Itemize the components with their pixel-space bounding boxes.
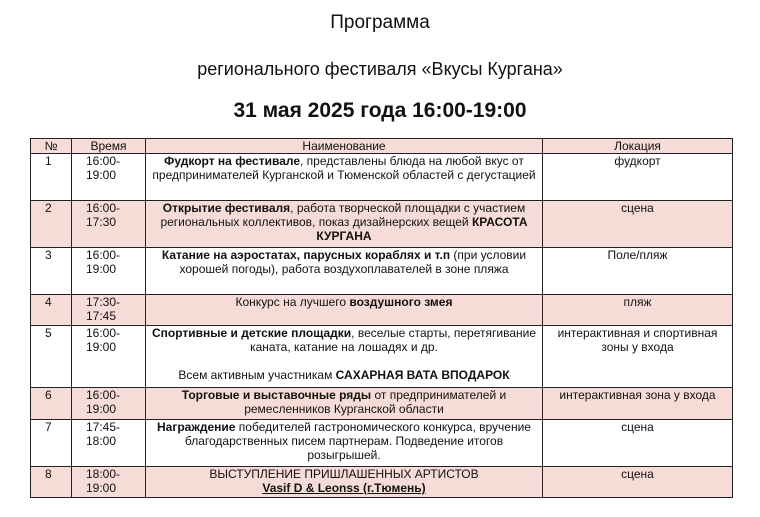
row-number: 3 bbox=[31, 248, 72, 295]
row-location: интерактивная и спортивная зоны у входа bbox=[543, 326, 733, 388]
row-time: 16:00-19:00 bbox=[72, 388, 146, 420]
row-time: 18:00-19:00 bbox=[72, 467, 146, 498]
table-row bbox=[31, 467, 733, 498]
row-name-bold: Спортивные и детские площадки bbox=[151, 326, 352, 340]
row-name-bold-2: САХАРНАЯ ВАТА ВПОДАРОК bbox=[335, 368, 510, 382]
row-name-bold: Vasif D & Leonss (г.Тюмень) bbox=[262, 481, 426, 495]
row-number: 2 bbox=[31, 201, 72, 248]
table-header-row bbox=[31, 139, 733, 154]
row-name-text: от предпринимателей и ремесленников Курганской области bbox=[244, 388, 507, 416]
row-name bbox=[146, 467, 543, 498]
row-number: 7 bbox=[31, 420, 72, 467]
row-location: фудкорт bbox=[543, 154, 733, 201]
header-name: Наименование bbox=[146, 139, 543, 154]
row-name-text: , представлены блюда на любой вкус от предпринимателей Курганской и Тюменской областей с дегустацией bbox=[152, 154, 536, 182]
row-name-text-2: Всем активным участникам bbox=[178, 368, 336, 382]
header-location: Локация bbox=[543, 139, 733, 154]
table-row bbox=[31, 326, 733, 388]
row-time: 17:45-18:00 bbox=[72, 420, 146, 467]
row-number: 6 bbox=[31, 388, 72, 420]
table-row bbox=[31, 295, 733, 326]
row-name bbox=[146, 201, 543, 248]
row-location: сцена bbox=[543, 420, 733, 467]
table-row bbox=[31, 201, 733, 248]
program-title: Программа bbox=[330, 12, 430, 33]
festival-date-time: 31 мая 2025 года 16:00-19:00 bbox=[233, 99, 527, 122]
row-location: пляж bbox=[543, 295, 733, 326]
row-time: 17:30-17:45 bbox=[72, 295, 146, 326]
row-name-bold: Катание на аэростатах, парусных кораблях и т.п bbox=[161, 248, 451, 262]
row-time: 16:00-19:00 bbox=[72, 154, 146, 201]
row-name-bold: воздушного змея bbox=[349, 295, 453, 309]
row-number: 5 bbox=[31, 326, 72, 388]
table-row bbox=[31, 388, 733, 420]
row-name-text: ВЫСТУПЛЕНИЕ ПРИШЛАШЕННЫХ АРТИСТОВ bbox=[209, 467, 479, 481]
row-name-bold: Награждение bbox=[157, 420, 236, 434]
row-name bbox=[146, 420, 543, 467]
row-name-text: Конкурс на лучшего bbox=[235, 295, 350, 309]
row-name-bold: Открытие фестиваля bbox=[162, 201, 291, 215]
row-name-bold-2: КРАСОТА КУРГАНА bbox=[316, 215, 528, 243]
row-location: интерактивная зона у входа bbox=[543, 388, 733, 420]
row-location: Поле/пляж bbox=[543, 248, 733, 295]
row-name-bold: Фудкорт на фестивале bbox=[164, 154, 301, 168]
row-time: 16:00-19:00 bbox=[72, 326, 146, 388]
row-name bbox=[146, 295, 543, 326]
row-time: 16:00-19:00 bbox=[72, 248, 146, 295]
row-number: 8 bbox=[31, 467, 72, 498]
row-number: 1 bbox=[31, 154, 72, 201]
header-time: Время bbox=[72, 139, 146, 154]
table-row bbox=[31, 420, 733, 467]
festival-title: регионального фестиваля «Вкусы Кургана» bbox=[197, 59, 563, 79]
table-row bbox=[31, 154, 733, 201]
row-time: 16:00-17:30 bbox=[72, 201, 146, 248]
row-location: сцена bbox=[543, 201, 733, 248]
table-row bbox=[31, 248, 733, 295]
row-name-text: , работа творческой площадки с участием региональных коллективов, показ дизайнерских вещей bbox=[160, 201, 526, 229]
row-name-bold: Торговые и выставочные ряды bbox=[181, 388, 372, 402]
row-location: сцена bbox=[543, 467, 733, 498]
row-name-text: победителей гастрономического конкурса, вручение благодарственных писем партнерам. Подведение итогов розыгрышей. bbox=[184, 420, 531, 462]
row-name bbox=[146, 154, 543, 201]
row-name-text: , веселые старты, перетягивание каната, катание на лошадях и др. bbox=[250, 326, 536, 354]
row-name bbox=[146, 388, 543, 420]
program-table bbox=[30, 138, 733, 498]
row-name bbox=[146, 326, 543, 388]
header-number: № bbox=[31, 139, 72, 154]
row-name-text: (при условии хорошей погоды), работа воздухоплавателей в зоне пляжа bbox=[179, 248, 527, 276]
row-number: 4 bbox=[31, 295, 72, 326]
row-name bbox=[146, 248, 543, 295]
